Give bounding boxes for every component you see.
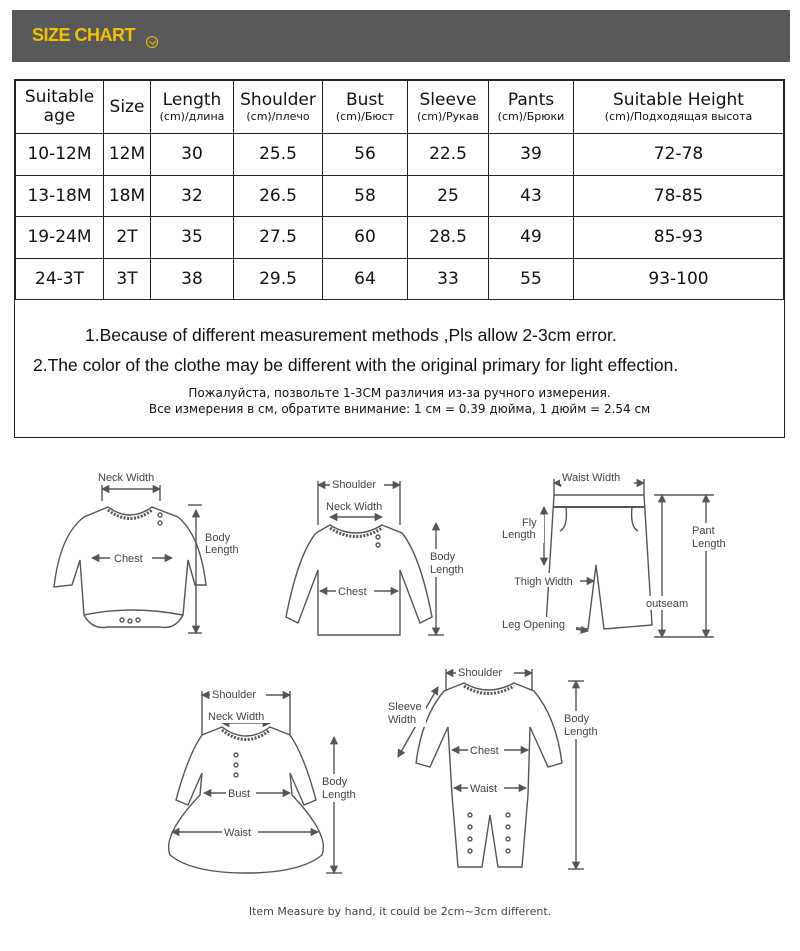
bodysuit-chest-label: Chest [114, 553, 143, 565]
table-cell: 13-18M [16, 175, 104, 217]
column-header-label: Length [162, 90, 222, 110]
romper-shoulder-label: Shoulder [458, 667, 503, 679]
note-line-2: 2.The color of the clothe may be different with the original primary for light effection. [33, 355, 679, 375]
romper-chest-label: Chest [470, 745, 499, 757]
table-cell: 18M [104, 175, 151, 217]
note-line-4: Все измерения в см, обратите внимание: 1 см = 0.39 дюйма, 1 дюйм = 2.54 см [148, 402, 651, 416]
table-cell: 58 [323, 175, 408, 217]
table-cell: 10-12M [16, 134, 104, 176]
dress-waist-label: Waist [224, 827, 252, 839]
table-cell: 39 [489, 134, 574, 176]
column-header [323, 81, 408, 134]
table-cell: 28.5 [408, 217, 489, 259]
table-cell: 27.5 [234, 217, 323, 259]
table-cell: 19-24M [16, 217, 104, 259]
table-cell: 25.5 [234, 134, 323, 176]
table-row [16, 134, 784, 176]
table-cell: 38 [151, 258, 234, 300]
column-header-unit: (cm)/Рукав [416, 110, 480, 123]
column-header-unit: age [43, 106, 76, 126]
romper-sleeve-label: Sleeve [388, 701, 422, 713]
size-chart-header [12, 10, 790, 62]
top-length-label: Length [430, 564, 464, 576]
pants-fly-label: Fly [522, 517, 537, 529]
bodysuit-length-label: Length [205, 544, 239, 556]
pants-thigh-label: Thigh Width [514, 576, 573, 588]
pants-pant-length-label: Length [692, 538, 726, 550]
romper-waist-label: Waist [470, 783, 498, 795]
table-cell: 26.5 [234, 175, 323, 217]
column-header-label: Size [109, 96, 145, 117]
table-cell: 85-93 [574, 217, 784, 259]
column-header-label: Bust [346, 90, 384, 110]
dress-shoulder-label: Shoulder [212, 689, 257, 701]
top-neck-label: Neck Width [326, 501, 383, 513]
dress-length-label: Length [322, 789, 356, 801]
table-cell: 43 [489, 175, 574, 217]
table-cell: 35 [151, 217, 234, 259]
size-table [15, 80, 784, 300]
size-chart-box [14, 79, 785, 438]
dress-neck-label: Neck Width [208, 711, 265, 723]
table-cell: 24-3T [16, 258, 104, 300]
column-header-unit: (cm)/плечо [246, 110, 310, 123]
table-header-row [16, 81, 784, 134]
table-cell: 32 [151, 175, 234, 217]
column-header [489, 81, 574, 134]
column-header [408, 81, 489, 134]
column-header [104, 81, 151, 134]
column-header-unit: (cm)/длина [159, 110, 225, 123]
pants-pant-label: Pant [692, 525, 715, 537]
table-cell: 64 [323, 258, 408, 300]
column-header-label: Shoulder [240, 90, 316, 110]
column-header-label: Suitable Height [613, 90, 744, 110]
top-shoulder-label: Shoulder [332, 479, 377, 491]
table-cell: 72-78 [574, 134, 784, 176]
table-cell: 56 [323, 134, 408, 176]
top-body-label: Body [430, 551, 456, 563]
table-cell: 22.5 [408, 134, 489, 176]
table-cell: 25 [408, 175, 489, 217]
chevron-down-icon [146, 36, 158, 48]
romper-sleeve-width-label: Width [388, 714, 417, 726]
bodysuit-neck-label: Neck Width [98, 472, 155, 484]
table-cell: 2T [104, 217, 151, 259]
footer-note: Item Measure by hand, it could be 2cm~3cm different. [248, 905, 552, 918]
pants-fly-length-label: Length [502, 529, 536, 541]
note-line-3: Пожалуйста, позвольте 1-3СМ различия из-за ручного измерения. [188, 386, 611, 400]
top-chest-label: Chest [338, 586, 367, 598]
table-cell: 33 [408, 258, 489, 300]
table-cell: 30 [151, 134, 234, 176]
measurement-diagrams [0, 455, 800, 925]
pants-waist-label: Waist Width [562, 472, 621, 484]
romper-length-label: Length [564, 726, 598, 738]
table-row [16, 217, 784, 259]
table-cell: 29.5 [234, 258, 323, 300]
column-header-unit: (cm)/Подходящая высота [604, 110, 753, 123]
column-header-unit: (cm)/Брюки [497, 110, 565, 123]
column-header-label: Pants [507, 90, 555, 110]
bodysuit-body-label: Body [205, 532, 231, 544]
column-header [234, 81, 323, 134]
column-header-label: Sleeve [419, 90, 477, 110]
table-cell: 60 [323, 217, 408, 259]
column-header [151, 81, 234, 134]
header-title: SIZE CHART [32, 25, 135, 45]
table-cell: 3T [104, 258, 151, 300]
dress-bust-label: Bust [228, 788, 251, 800]
column-header-label: Suitable [24, 87, 95, 107]
table-cell: 93-100 [574, 258, 784, 300]
column-header [16, 81, 104, 134]
dress-body-label: Body [322, 776, 348, 788]
note-line-1: 1.Because of different measurement methods ,Pls allow 2-3cm error. [85, 325, 617, 345]
pants-diagram [538, 479, 714, 637]
table-row [16, 258, 784, 300]
table-row [16, 175, 784, 217]
pants-leg-label: Leg Opening [502, 619, 565, 631]
column-header [574, 81, 784, 134]
table-cell: 55 [489, 258, 574, 300]
table-cell: 78-85 [574, 175, 784, 217]
column-header-unit: (cm)/Бюст [335, 110, 395, 123]
table-cell: 12M [104, 134, 151, 176]
pants-outseam-label: outseam [646, 598, 689, 610]
table-cell: 49 [489, 217, 574, 259]
romper-body-label: Body [564, 713, 590, 725]
